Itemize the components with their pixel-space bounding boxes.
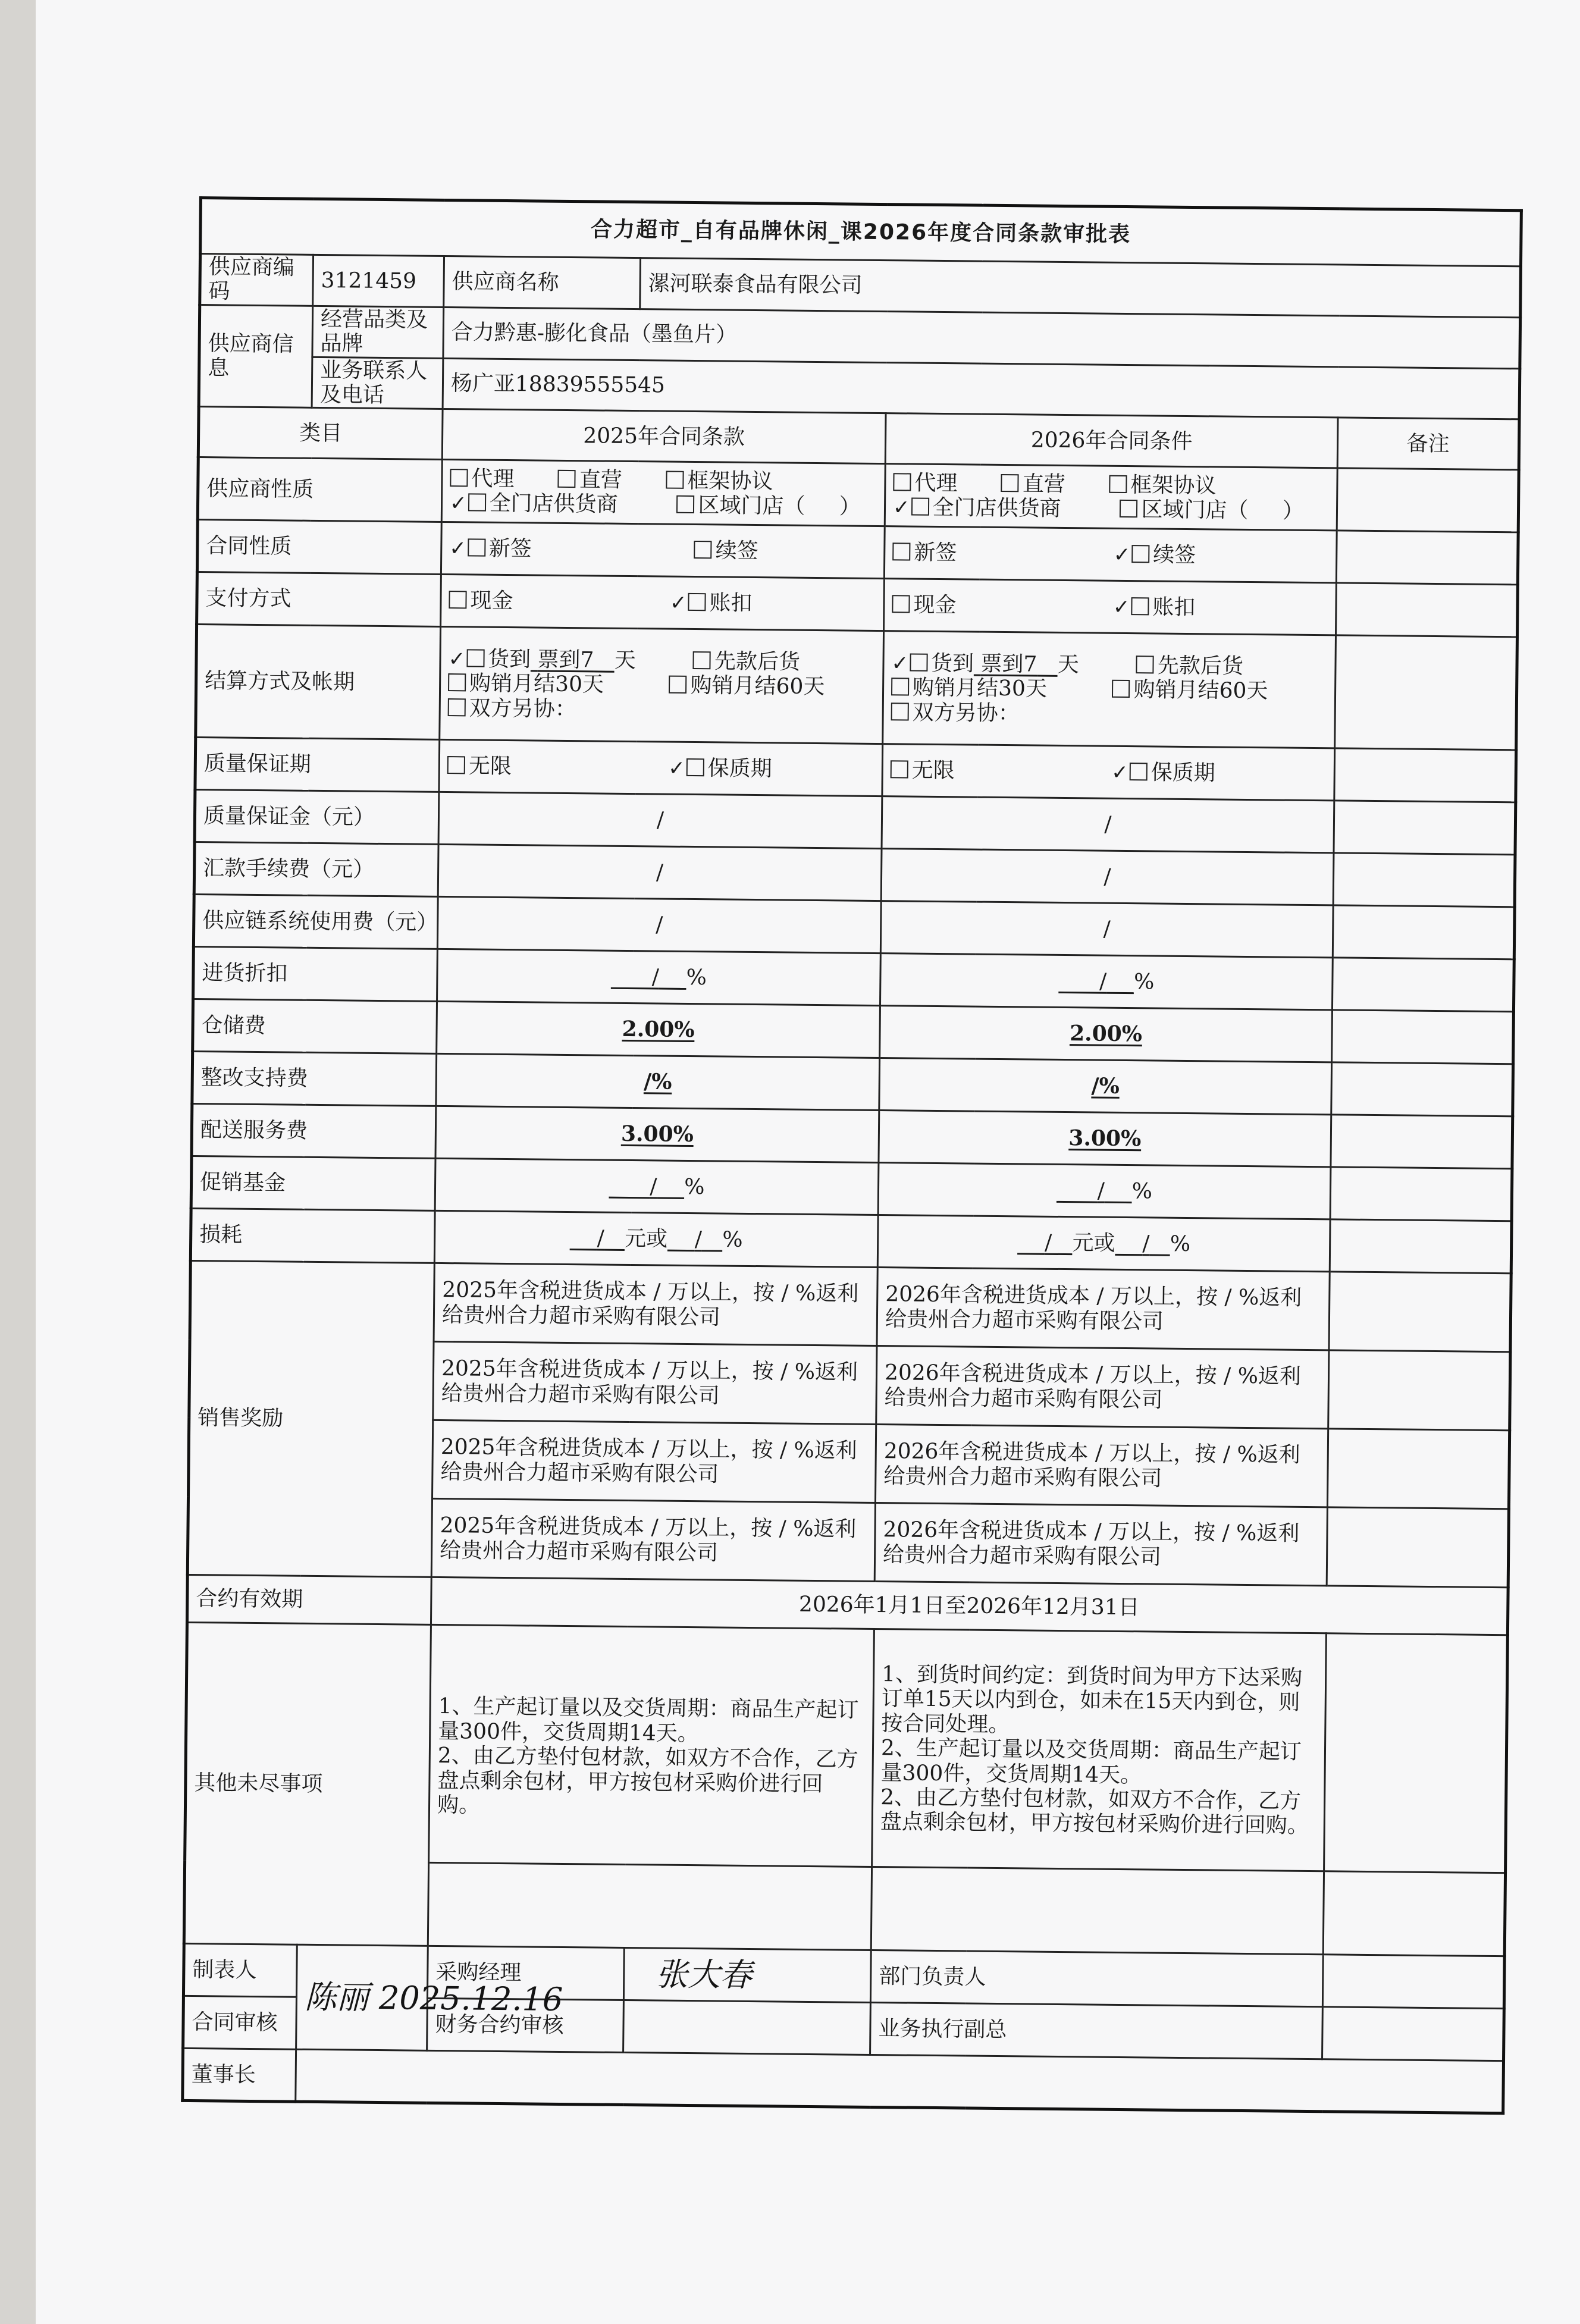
clause-item: 2、由乙方垫付包材款，如双方不合作，乙方盘点剩余包材，甲方按包材采购价进行回购。 <box>437 1743 858 1818</box>
vp-label: 业务执行副总 <box>870 2003 1323 2059</box>
supplier-name: 漯河联泰食品有限公司 <box>640 258 1521 318</box>
contract-type-label: 合同性质 <box>197 520 441 575</box>
blank-cell <box>428 1863 871 1950</box>
header-remark: 备注 <box>1337 418 1519 470</box>
supplier-code: 3121459 <box>313 255 444 307</box>
checkbox[interactable] <box>449 591 466 609</box>
storage-fee-2025: 2.00% <box>437 1002 880 1058</box>
other-matters-2026 <box>872 1629 1327 1871</box>
promo-fund-label: 促销基金 <box>191 1156 435 1211</box>
checkbox[interactable] <box>447 756 465 774</box>
checkbox[interactable] <box>666 471 684 489</box>
remark-cell <box>1330 1219 1512 1274</box>
handwritten-signature: 张大春 <box>656 1955 753 1994</box>
other-matters-label: 其他未尽事项 <box>184 1623 431 1946</box>
remark-cell <box>1327 1507 1509 1588</box>
checkbox[interactable] <box>911 498 929 516</box>
sales-reward-2026-item: 2026年含税进货成本 / 万以上，按 / %返利给贵州合力超市采购有限公司 <box>875 1425 1328 1507</box>
checkbox[interactable] <box>450 469 468 487</box>
finance-review-label: 财务合约审核 <box>427 1999 624 2053</box>
check-mark-icon: ✓ <box>892 495 910 520</box>
remark-cell <box>1336 583 1518 637</box>
deposit-2026: / <box>882 796 1334 853</box>
remit-fee-2026: / <box>881 849 1334 905</box>
checkbox[interactable] <box>1109 475 1127 493</box>
checkbox[interactable] <box>1131 545 1149 563</box>
contract-approval-table <box>181 196 1523 2115</box>
check-mark-icon: ✓ <box>669 591 687 616</box>
checkbox[interactable] <box>558 470 576 488</box>
category-brand: 合力黔惠-膨化食品（墨鱼片） <box>443 307 1521 368</box>
settlement-label: 结算方式及帐期 <box>196 625 441 740</box>
checkbox[interactable] <box>891 760 908 778</box>
check-mark-icon: ✓ <box>449 537 467 561</box>
remark-cell <box>1324 1633 1508 1873</box>
checkbox[interactable] <box>676 495 694 513</box>
rectify-fee-2025: /% <box>436 1054 880 1111</box>
sales-reward-2026-item: 2026年含税进货成本 / 万以上，按 / %返利给贵州合力超市采购有限公司 <box>874 1503 1327 1586</box>
supplier-type-2025: 代理 直营 框架协议 ✓ 全门店供货商 区域门店（ ） <box>441 460 885 526</box>
checkbox[interactable] <box>686 758 704 776</box>
settlement-2026: ✓ 货到 票到7 天 先款后货 购销月结30天 购销月结60天 双方另协： <box>883 631 1336 748</box>
remark-cell <box>1334 801 1516 855</box>
header-2026: 2026年合同条件 <box>885 413 1338 468</box>
dept-head-label: 部门负责人 <box>870 1950 1323 2007</box>
storage-fee-label: 仓储费 <box>193 999 437 1054</box>
sales-reward-2025-item: 2025年含税进货成本 / 万以上，按 / %返利给贵州合力超市采购有限公司 <box>431 1499 875 1582</box>
rectify-fee-label: 整改支持费 <box>192 1052 437 1106</box>
paper-sheet <box>36 0 1580 2324</box>
supplier-info-label: 供应商信息 <box>199 305 313 407</box>
checkbox[interactable] <box>892 542 910 560</box>
clause-item: 2、生产起订量以及交货周期：商品生产起订量300件，交货周期14天。 <box>880 1736 1302 1787</box>
chairman-signature[interactable] <box>296 2050 1504 2113</box>
checkbox[interactable] <box>693 651 711 669</box>
checkbox[interactable] <box>1136 656 1154 673</box>
contact-phone: 杨广亚18839555545 <box>443 358 1520 419</box>
checkbox[interactable] <box>891 702 909 720</box>
check-mark-icon: ✓ <box>891 651 909 676</box>
sales-reward-2025-item: 2025年含税进货成本 / 万以上，按 / %返利给贵州合力超市采购有限公司 <box>432 1420 876 1503</box>
checkbox[interactable] <box>1120 500 1137 518</box>
sales-reward-2025-item: 2025年含税进货成本 / 万以上，按 / %返利给贵州合力超市采购有限公司 <box>433 1342 877 1425</box>
checkbox[interactable] <box>468 494 485 512</box>
checkbox[interactable] <box>893 473 911 491</box>
form-title: 合力超市_自有品牌休闲_课2026年度合同条款审批表 <box>200 198 1522 266</box>
check-mark-icon: ✓ <box>1111 760 1128 785</box>
check-mark-icon: ✓ <box>1113 542 1131 567</box>
payment-label: 支付方式 <box>197 572 441 627</box>
remark-cell <box>1333 853 1515 907</box>
rectify-fee-2026: /% <box>879 1058 1332 1115</box>
remark-cell <box>1331 1062 1513 1116</box>
discount-label: 进货折扣 <box>193 947 438 1002</box>
loss-label: 损耗 <box>190 1209 435 1263</box>
approval-form <box>181 196 1520 2148</box>
sales-reward-2026-item: 2026年含税进货成本 / 万以上，按 / %返利给贵州合力超市采购有限公司 <box>877 1268 1330 1350</box>
remark-cell <box>1332 958 1514 1012</box>
supplier-code-label: 供应商编码 <box>200 254 314 306</box>
loss-2025: / 元或 / % <box>434 1211 878 1268</box>
discount-2025: / % <box>437 949 881 1006</box>
remark-cell <box>1336 531 1518 585</box>
promo-fund-2025: / % <box>435 1159 879 1215</box>
sales-reward-2026-item: 2026年含税进货成本 / 万以上，按 / %返利给贵州合力超市采购有限公司 <box>876 1346 1329 1429</box>
system-fee-label: 供应链系统使用费（元） <box>193 895 438 949</box>
supplier-name-label: 供应商名称 <box>444 256 641 309</box>
validity-label: 合约有效期 <box>187 1575 431 1625</box>
remark-cell <box>1334 748 1516 802</box>
remark-cell <box>1335 635 1518 750</box>
remit-fee-label: 汇款手续费（元） <box>194 842 438 897</box>
category-brand-label: 经营品类及品牌 <box>312 306 444 358</box>
finance-review-signature[interactable] <box>623 2000 871 2055</box>
remark-cell <box>1328 1350 1510 1431</box>
checkbox[interactable] <box>466 649 484 667</box>
delivery-fee-2026: 3.00% <box>879 1111 1331 1167</box>
contract-type-2025: ✓ 新签 续签 <box>441 522 885 579</box>
checkbox[interactable] <box>1112 680 1130 698</box>
blank-cell <box>871 1867 1324 1955</box>
check-mark-icon: ✓ <box>1112 595 1130 620</box>
delivery-fee-2025: 3.00% <box>435 1106 879 1163</box>
supplier-type-label: 供应商性质 <box>198 457 442 522</box>
other-matters-2025 <box>429 1625 874 1867</box>
check-mark-icon: ✓ <box>449 491 467 516</box>
remit-fee-2025: / <box>438 845 882 901</box>
checkbox[interactable] <box>694 541 712 559</box>
header-2025: 2025年合同条款 <box>442 409 886 464</box>
remark-cell <box>1333 905 1515 959</box>
sales-reward-2025-item: 2025年含税进货成本 / 万以上，按 / %返利给贵州合力超市采购有限公司 <box>434 1263 877 1346</box>
header-category: 类目 <box>198 407 443 460</box>
system-fee-2025: / <box>437 897 881 954</box>
checkbox[interactable] <box>448 673 466 691</box>
clause-item: 2、由乙方垫付包材款，如双方不合作，乙方盘点剩余包材，甲方按包材采购价进行回购。 <box>880 1785 1309 1839</box>
system-fee-2026: / <box>880 901 1333 958</box>
promo-fund-2026: / % <box>878 1163 1331 1219</box>
purchase-manager-label: 采购经理 <box>427 1946 624 2000</box>
clause-item: 1、生产起订量以及交货周期：商品生产起订量300件，交货周期14天。 <box>438 1694 859 1746</box>
supplier-type-2026: 代理 直营 框架协议 ✓ 全门店供货商 区域门店（ ） <box>885 464 1337 531</box>
checkbox[interactable] <box>1130 763 1148 780</box>
discount-2026: / % <box>880 954 1333 1010</box>
clause-item: 1、到货时间约定：到货时间为甲方下达采购订单15天以内到仓，如未在15天内到仓，则按合同处理。 <box>881 1662 1303 1737</box>
check-mark-icon: ✓ <box>448 647 466 672</box>
checkbox[interactable] <box>910 653 927 671</box>
checkbox[interactable] <box>669 676 686 694</box>
checkbox[interactable] <box>892 595 910 613</box>
settlement-2025: ✓ 货到 票到7 天 先款后货 购销月结30天 购销月结60天 双方另协： <box>440 627 884 744</box>
checkbox[interactable] <box>891 678 909 695</box>
remark-cell <box>1323 1871 1505 1956</box>
warranty-2026: 无限 ✓ 保质期 <box>882 744 1335 801</box>
maker-label: 制表人 <box>183 1944 297 1997</box>
remark-cell <box>1332 1010 1514 1064</box>
handwritten-signature: 陈丽 2025.12.16 <box>304 1978 563 2018</box>
loss-2026: / 元或 / % <box>877 1215 1330 1272</box>
deposit-2025: / <box>438 792 882 849</box>
contract-type-2026: 新签 ✓ 续签 <box>884 526 1337 583</box>
checkbox[interactable] <box>1001 474 1019 492</box>
delivery-fee-label: 配送服务费 <box>192 1104 436 1159</box>
remark-cell <box>1327 1429 1509 1509</box>
validity-value: 2026年1月1日至2026年12月31日 <box>431 1577 1508 1635</box>
warranty-label: 质量保证期 <box>195 738 440 792</box>
storage-fee-2026: 2.00% <box>880 1006 1333 1062</box>
remark-cell <box>1329 1272 1511 1352</box>
payment-2025: 现金 ✓ 账扣 <box>441 575 885 631</box>
contact-label: 业务联系人及电话 <box>312 357 443 409</box>
remark-cell <box>1337 468 1519 532</box>
checkbox[interactable] <box>468 538 485 556</box>
warranty-2025: 无限 ✓ 保质期 <box>439 740 883 796</box>
contract-review-label: 合同审核 <box>183 1996 297 2050</box>
vp-signature[interactable] <box>1322 2007 1504 2061</box>
deposit-label: 质量保证金（元） <box>195 790 439 845</box>
sales-reward-label: 销售奖励 <box>187 1261 434 1577</box>
remark-cell <box>1330 1167 1512 1221</box>
chairman-label: 董事长 <box>183 2049 296 2102</box>
purchase-manager-signature[interactable] <box>623 1948 871 2003</box>
checkbox[interactable] <box>1131 597 1149 615</box>
checkbox[interactable] <box>448 698 466 716</box>
checkbox[interactable] <box>688 593 706 611</box>
payment-2026: 现金 ✓ 账扣 <box>884 579 1337 635</box>
dept-head-signature[interactable] <box>1322 1955 1504 2009</box>
remark-cell <box>1331 1115 1513 1169</box>
check-mark-icon: ✓ <box>668 756 685 781</box>
